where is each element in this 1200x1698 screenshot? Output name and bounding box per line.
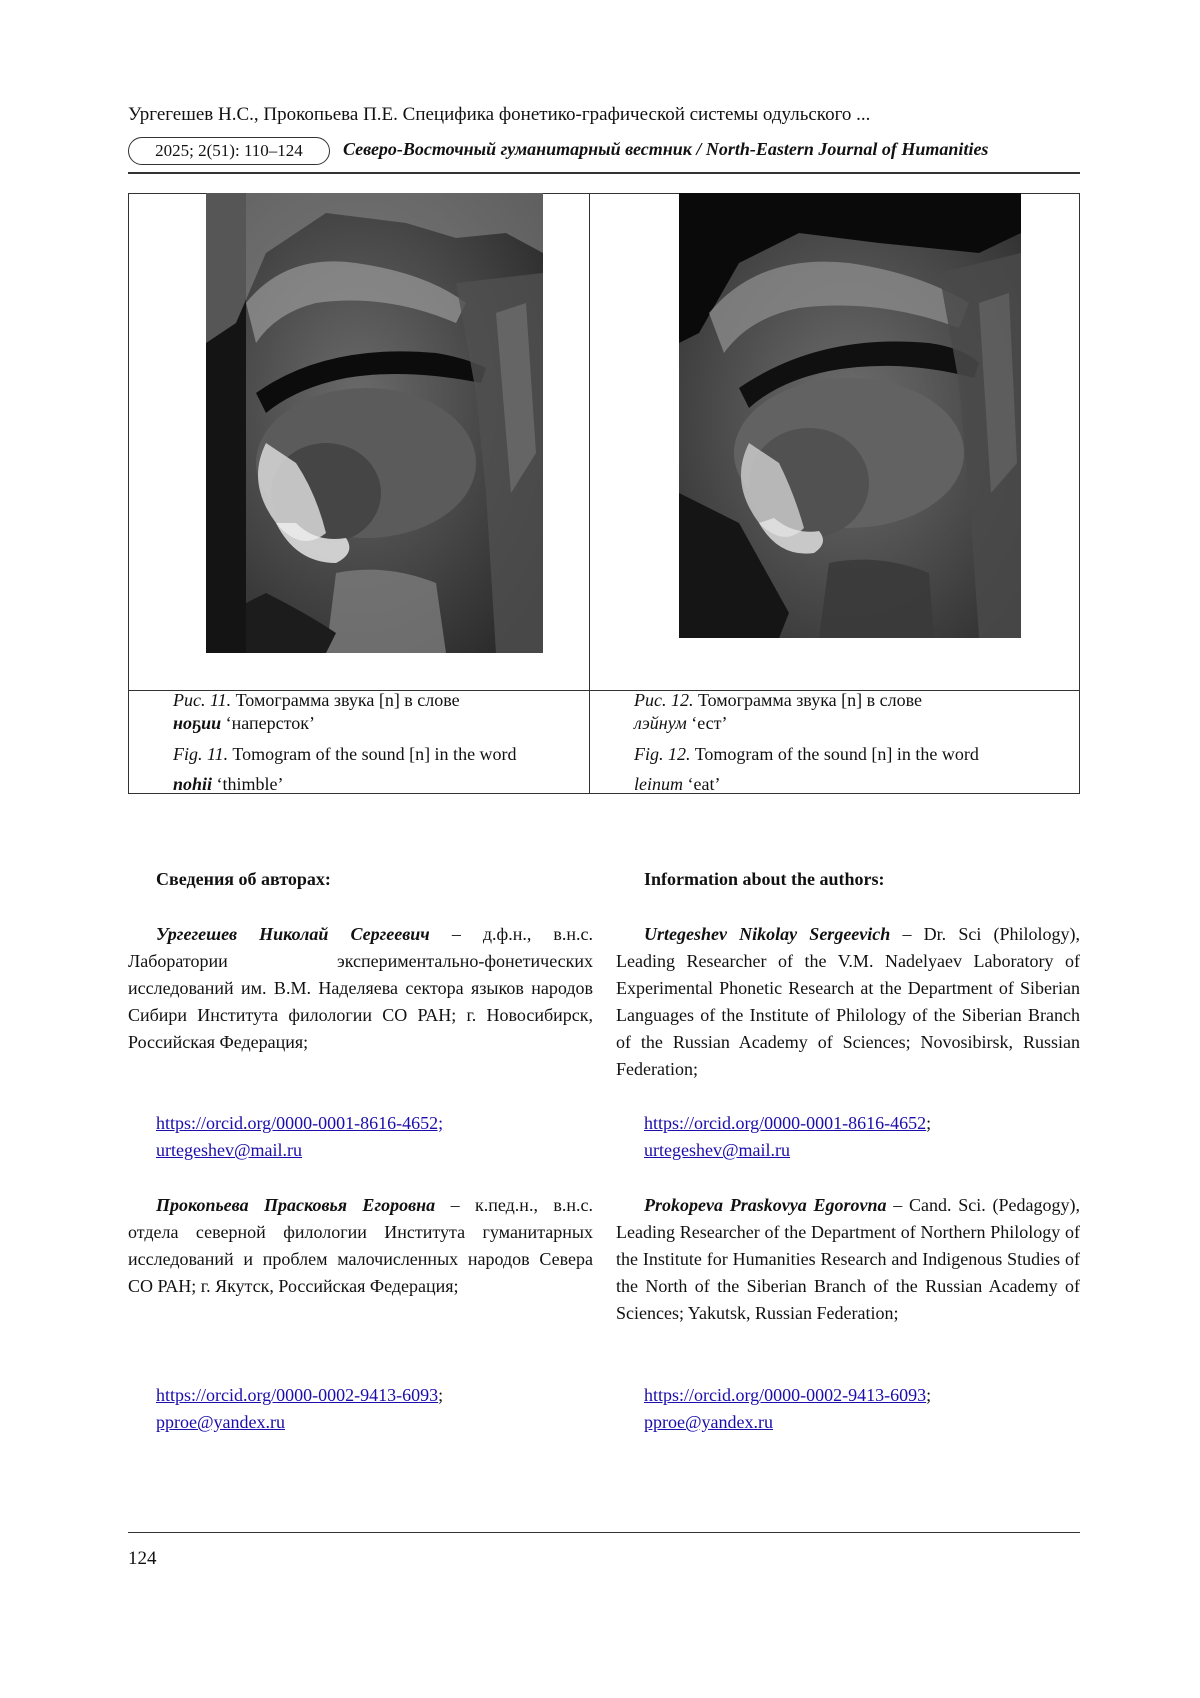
author-2-links-ru: https://orcid.org/0000-0002-9413-6093; pproe@yandex.ru [156, 1385, 444, 1432]
author-1-links-ru [156, 1110, 443, 1164]
header-rule [128, 172, 1080, 174]
figure-label: Рис. 11. [173, 690, 232, 710]
authors-heading-ru: Сведения об авторах: [156, 869, 331, 889]
orcid-link[interactable]: https://orcid.org/0000-0002-9413-6093 [156, 1385, 439, 1405]
caption-ru-line-2: ноҕии ‘наперсток’ [173, 713, 315, 733]
issue-badge: 2025; 2(51): 110–124 [128, 137, 330, 165]
caption-en-line-2: nohii ‘thimble’ [173, 774, 284, 794]
figure-word: nohii [173, 774, 213, 794]
caption-en-line-1: Fig. 11. Tomogram of the sound [n] in the word [173, 744, 517, 764]
running-title: Ургегешев Н.С., Прокопьева П.Е. Специфика фонетико-графической системы одульского ... [128, 104, 871, 125]
author-2-bio-en: Prokopeva Praskovya Egorovna – Cand. Sci. (Pedagogy), Leading Researcher of the Department of Northern Philology of the Institute for Humanities Research and Indigenous Studies of the North of the Siberian Branch of the Russian Academy of Sciences; Yakutsk, Russian Federation; [616, 1195, 1080, 1323]
figure-12-caption [634, 689, 979, 796]
orcid-link[interactable]: https://orcid.org/0000-0002-9413-6093 [644, 1385, 927, 1405]
author-1-bio-en: Urtegeshev Nikolay Sergeevich – Dr. Sci (Philology), Leading Researcher of the V.M. Nadelyaev Laboratory of Experimental Phonetic Research at the Department of Siberian Languages of the Institute of Philology of the Siberian Branch of the Russian Academy of Sciences; Novosibirsk, Russian Federation; [616, 924, 1080, 1079]
figure-word: leinum [634, 774, 683, 794]
email-link[interactable]: urtegeshev@mail.ru [156, 1140, 303, 1160]
authors-heading-en: Information about the authors: [644, 869, 885, 889]
figure-word: ноҕии [173, 713, 222, 733]
author-name: Urtegeshev Nikolay Sergeevich [644, 924, 891, 944]
author-name: Prokopeva Praskovya Egorovna [644, 1195, 887, 1215]
caption-ru-line-1: Рис. 12. Томограмма звука [n] в слове [634, 690, 922, 710]
email-link[interactable]: urtegeshev@mail.ru [644, 1140, 791, 1160]
caption-ru-line-2: лэйнум ‘ест’ [634, 713, 728, 733]
tomogram-image-12 [679, 193, 1021, 638]
figure-11-caption [173, 689, 517, 796]
author-1-bio-ru: Ургегешев Николай Сергеевич – д.ф.н., в.н.с. Лаборатории экспериментально-фонетических исследований им. В.М. Наделяева сектора языков народов Сибири Института филологии СО РАН; г. Новосибирск, Российская Федерация; [128, 924, 594, 1052]
author-2-links-en: https://orcid.org/0000-0002-9413-6093; pproe@yandex.ru [644, 1385, 932, 1432]
caption-en-line-2: leinum ‘eat’ [634, 774, 721, 794]
footer-rule [128, 1532, 1080, 1533]
email-link[interactable]: pproe@yandex.ru [644, 1412, 774, 1432]
author-2-bio-ru: Прокопьева Прасковья Егоровна – к.пед.н., в.н.с. отдела северной филологии Института гуманитарных исследований и проблем малочисленных народов Севера СО РАН; г. Якутск, Российская Федерация; [128, 1195, 594, 1296]
author-1-links-en: https://orcid.org/0000-0001-8616-4652; urtegeshev@mail.ru [644, 1113, 932, 1160]
figure-label: Fig. 12. [634, 744, 691, 764]
figure-table-divider [589, 193, 590, 794]
caption-en-line-1: Fig. 12. Tomogram of the sound [n] in the word [634, 744, 979, 764]
figure-label: Fig. 11. [173, 744, 229, 764]
figure-label: Рис. 12. [634, 690, 694, 710]
journal-title: Северо-Восточный гуманитарный вестник / North-Eastern Journal of Humanities [343, 139, 989, 159]
orcid-link[interactable]: https://orcid.org/0000-0001-8616-4652; [156, 1113, 444, 1133]
orcid-link[interactable]: https://orcid.org/0000-0001-8616-4652 [644, 1113, 927, 1133]
figure-word: лэйнум [634, 713, 687, 733]
author-name: Ургегешев Николай Сергеевич [156, 924, 430, 944]
caption-ru-line-1: Рис. 11. Томограмма звука [n] в слове [173, 690, 460, 710]
tomogram-image-11 [206, 193, 543, 653]
email-link[interactable]: pproe@yandex.ru [156, 1412, 286, 1432]
page-number: 124 [128, 1548, 157, 1569]
author-name: Прокопьева Прасковья Егоровна [156, 1195, 436, 1215]
